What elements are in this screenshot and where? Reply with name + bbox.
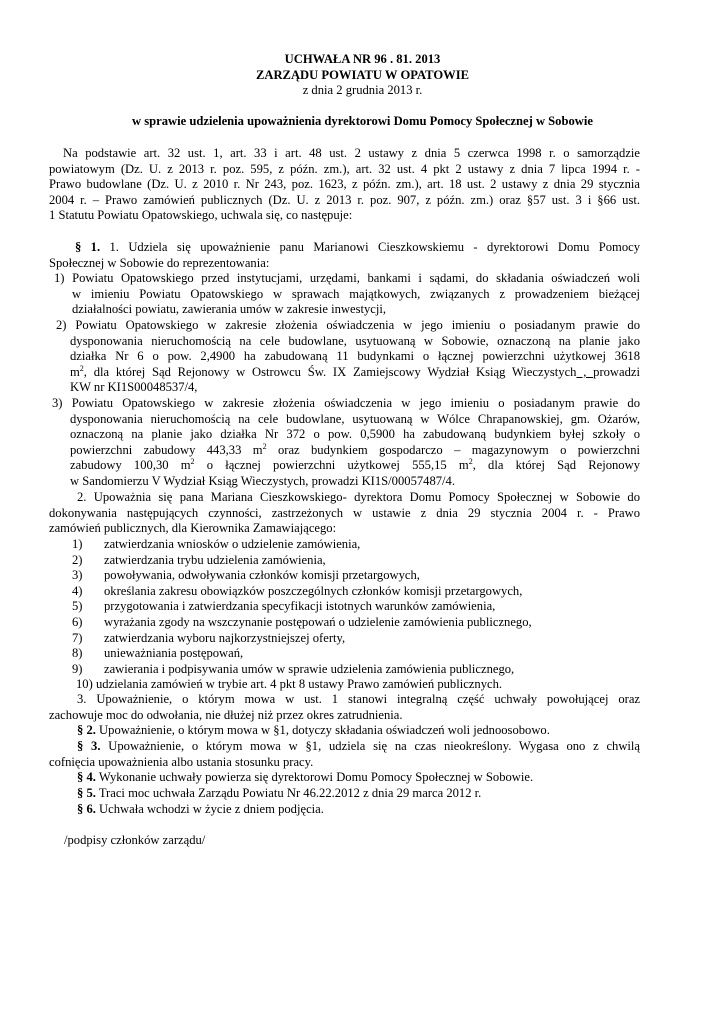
list-text: powoływania, odwoływania członków komisji przetargowych,: [104, 568, 420, 583]
representation-item-2: [56, 318, 640, 396]
list-text: określania zakresu obowiązków poszczególnych członków komisji przetargowych,: [104, 583, 523, 598]
item-text: o łącznej powierzchni użytkowej 555,15 m: [194, 458, 469, 473]
section-1-intro: [49, 240, 640, 256]
list-number: 3): [72, 568, 83, 583]
preamble-line: 2004 r. – Prawo zamówień publicznych (Dz. U. z 2013 r. poz. 907, z późn. zm.) oraz §57 ust. 3 i §66 ust.: [49, 192, 640, 207]
item-text: , dla której Sąd Rejonowy w Ostrowcu Św. IX Zamiejscowy Wydział Ksiąg Wieczystych: [83, 364, 577, 379]
section-1-mark: § 1.: [75, 240, 101, 254]
list-number: 4): [72, 583, 83, 598]
list-number: 2): [72, 552, 83, 567]
item-line: działalności powiatu, zawierania umów w zakresie inwestycji,: [72, 302, 387, 317]
section-2-mark: § 2.: [77, 723, 96, 737]
para-line: zamówień publicznych, dla Kierownika Zamawiającego:: [49, 521, 337, 536]
item-text: ,: [576, 364, 594, 379]
list-item: [72, 568, 632, 584]
list-number: 5): [72, 599, 83, 614]
list-number: 7): [72, 630, 83, 645]
representation-item-3: [52, 396, 640, 490]
item-text: prowadzi: [593, 364, 640, 379]
list-text: zatwierdzania wyboru najkorzystniejszej oferty,: [104, 630, 346, 645]
unit-exponent: 2: [262, 441, 267, 451]
preamble-line: 1 Statutu Powiatu Opatowskiego, uchwala się, co następuje:: [49, 208, 353, 223]
resolution-issuer: ZARZĄDU POWIATU W OPATOWIE: [255, 67, 470, 82]
list-item: [72, 537, 632, 553]
section-1: [49, 240, 640, 271]
unit-exponent: 2: [190, 457, 195, 467]
section-2: [49, 723, 640, 739]
resolution-subject: w sprawie udzielenia upoważnienia dyrektorowi Domu Pomocy Społecznej w Sobowie: [132, 114, 593, 128]
section-4-text: Wykonanie uchwały powierza się dyrektorowi Domu Pomocy Społecznej w Sobowie.: [98, 770, 534, 784]
item-text: , dla której Sąd Rejonowy: [472, 458, 640, 473]
item-line: 1) Powiatu Opatowskiego przed instytucjami, urzędami, bankami i sądami, do składania oświadczeń woli: [54, 271, 640, 285]
section-5-text: Traci moc uchwała Zarządu Powiatu Nr 46.22.2012 z dnia 29 marca 2012 r.: [98, 786, 482, 800]
resolution-date: z dnia 2 grudnia 2013 r.: [302, 83, 423, 98]
unit-m: m: [70, 364, 80, 379]
section-2-text: Upoważnienie, o którym mowa w §1, dotyczy składania oświadczeń woli jednoosobowo.: [99, 723, 550, 737]
section-1-para-2: [49, 490, 640, 537]
list-item: [76, 677, 632, 693]
section-6-mark: § 6.: [77, 802, 96, 816]
representation-item-1: [54, 271, 640, 318]
section-3-mark: § 3.: [77, 739, 101, 753]
signatures: /podpisy członków zarządu/: [64, 833, 206, 847]
section-1-para-3: [49, 692, 640, 723]
section-4: [49, 770, 640, 786]
list-item: [72, 615, 632, 631]
preamble: [49, 146, 640, 224]
list-number: 10): [76, 677, 93, 692]
section-3-line: [49, 739, 640, 755]
item-text: zabudowy 100,30 m: [70, 458, 191, 473]
item-line: oznaczoną na planie jako działka Nr 372 o pow. 0,5900 ha zabudowaną budynkiem byłej szkoły o: [70, 427, 640, 442]
section-3: [49, 739, 640, 770]
preamble-line: powiatowym (Dz. U. z 2013 r. poz. 595, z późn. zm.), art. 32 ust. 4 pkt 2 ustawy z dnia 7 lipca 1994 r. -: [49, 161, 640, 176]
unit-exponent: 2: [79, 363, 84, 373]
list-number: 9): [72, 661, 83, 676]
section-4-mark: § 4.: [77, 770, 96, 784]
list-text: unieważniania postępowań,: [104, 646, 244, 661]
title-block: [0, 52, 725, 99]
list-item: [72, 662, 632, 678]
item-line: dysponowania nieruchomością na cele budowlane, usytuowaną w Sobowie, oznaczoną na planie jako: [70, 333, 640, 348]
para-line: zachowuje moc do odwołania, nie dłużej niż przez okres zatrudnienia.: [49, 707, 403, 722]
item-line: 3) Powiatu Opatowskiego w zakresie złożenia oświadczenia w jego imieniu o posiadanym prawie do: [52, 396, 640, 410]
list-text: udzielania zamówień w trybie art. 4 pkt 8 ustawy Prawo zamówień publicznych.: [96, 677, 503, 692]
list-text: zatwierdzania wniosków o udzielenie zamówienia,: [104, 537, 361, 551]
item-line: [56, 365, 640, 381]
procurement-list: [72, 537, 632, 693]
list-item: [72, 599, 632, 615]
list-item: [72, 584, 632, 600]
list-text: wyrażania zgody na wszczynanie postępowań o udzielenie zamówienia publicznego,: [104, 614, 532, 629]
item-line: KW nr KI1S00048537/4,: [70, 380, 198, 395]
list-number: 1): [72, 537, 83, 551]
section-6-text: Uchwała wchodzi w życie z dniem podjęcia.: [99, 802, 324, 816]
section-1-intro-text: 1. Udziela się upoważnienie panu Marianowi Cieszkowskiemu - dyrektorowi Domu Pomocy: [109, 240, 641, 254]
list-text: przygotowania i zatwierdzania specyfikacji istotnych warunków zamówienia,: [104, 599, 496, 614]
resolution-title: UCHWAŁA NR 96 . 81. 2013: [284, 52, 441, 66]
list-number: 6): [72, 614, 83, 629]
item-text: oraz budynkiem gospodarczo – magazynowym o powierzchni: [266, 442, 640, 457]
section-5: [49, 786, 640, 802]
section-3-line: cofnięcia upoważnienia albo ustania stosunku pracy.: [49, 754, 314, 769]
item-text: powierzchni zabudowy 443,33 m: [70, 442, 263, 457]
list-item: [72, 553, 632, 569]
para-line: dokonywania następujących czynności, zastrzeżonych w ustawie z dnia 29 stycznia 2004 r. - Prawo: [49, 505, 640, 520]
section-5-mark: § 5.: [77, 786, 96, 800]
item-line: w imieniu Powiatu Opatowskiego w sprawach majątkowych, związanych z prowadzeniem bieżącej: [72, 286, 640, 301]
item-line: [52, 458, 640, 474]
item-line: w Sandomierzu V Wydział Ksiąg Wieczystych, prowadzi KI1S/00057487/4.: [70, 473, 455, 488]
section-1-intro-cont: Społecznej w Sobowie do reprezentowania:: [49, 255, 270, 270]
list-item: [72, 646, 632, 662]
unit-exponent: 2: [468, 457, 473, 467]
section-6: [49, 802, 640, 818]
para-line: 3. Upoważnienie, o którym mowa w ust. 1 stanowi integralną część uchwały powołującej oraz: [77, 692, 640, 706]
section-3-text: Upoważnienie, o którym mowa w §1, udziela się na czas nieokreślony. Wygasa ono z chwilą: [108, 739, 641, 753]
item-line: 2) Powiatu Opatowskiego w zakresie złożenia oświadczenia w jego imieniu o posiadanym prawie do: [56, 318, 640, 332]
item-line: dysponowania nieruchomością na cele budowlane, usytuowaną w Wólce Chrapanowskiej, gm. Ożarów,: [70, 411, 640, 426]
item-line: [52, 443, 640, 459]
para-line: 2. Upoważnia się pana Mariana Cieszkowskiego- dyrektora Domu Pomocy Społecznej w Sobowie do: [77, 490, 640, 504]
item-line: działka Nr 6 o pow. 2,4900 ha zabudowaną 11 budynkami o łącznej powierzchni użytkowej 3618: [70, 349, 640, 364]
list-text: zawierania i podpisywania umów w sprawie udzielenia zamówienia publicznego,: [104, 661, 515, 676]
preamble-line: Na podstawie art. 32 ust. 1, art. 33 i art. 48 ust. 2 ustawy z dnia 5 czerwca 1998 r. o samorządzie: [63, 146, 640, 160]
list-text: zatwierdzania trybu udzielenia zamówienia,: [104, 552, 326, 567]
list-number: 8): [72, 646, 83, 661]
preamble-line: Prawo budowlane (Dz. U. z 2010 r. Nr 243, poz. 1623, z późn. zm.), art. 18 ust. 2 ustawy z dnia 29 stycznia: [49, 177, 640, 192]
list-item: [72, 631, 632, 647]
